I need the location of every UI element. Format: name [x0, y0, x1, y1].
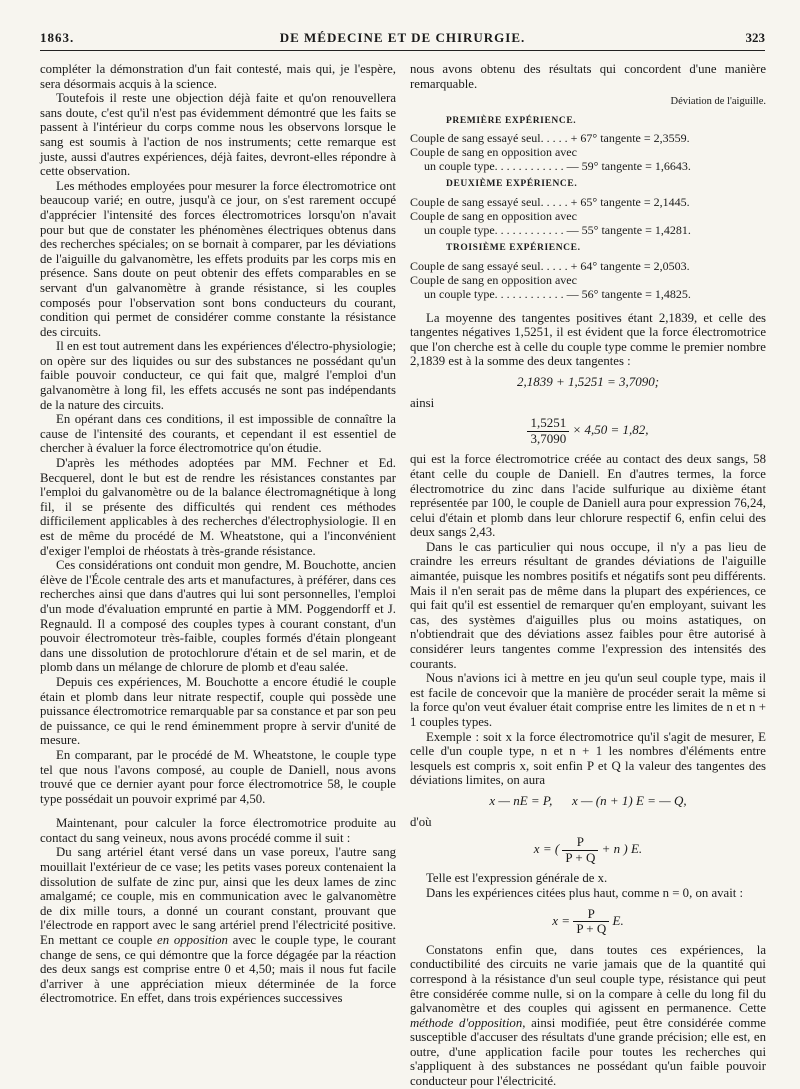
experiment-line: un couple type. . . . . . . . . . . . — 55° tangente = 1,4281. [424, 222, 691, 237]
spacer [410, 301, 766, 311]
paragraph: Dans le cas particulier qui nous occupe, il n'y a pas lieu de craindre les erreurs résultant de grandes déviations de l'aiguille aimantée, puisque les nombres positifs et négatifs sont peu différents. Mais il n'en serait pas de même dans la plupart des expériences, ce qui fait qu'il est essentiel de remarquer qu'en employant, suivant les cas, des systèmes d'aiguilles plus ou moins astatiques, on n'obtiendrait que des déviations assez faibles pour être autorisé à considérer leurs tangentes comme l'expression des intensités des courants. [410, 539, 766, 671]
paragraph: nous avons obtenu des résultats qui concordent d'une manière remarquable. [410, 62, 766, 91]
fraction [527, 416, 569, 446]
deviation-heading: Déviation de l'aiguille. [670, 96, 766, 108]
paragraph: En opérant dans ces conditions, il est impossible de connaître la cause de l'intensité des courants, et cependant il est essentiel de chercher à évaluer la force électromotrice qu'on étudie. [40, 412, 396, 456]
equation-part: x — (n + 1) E = — Q, [571, 792, 687, 808]
experiment-line: Couple de sang en opposition avec [410, 272, 577, 287]
equation-part: + n ) E. [601, 841, 643, 857]
experiment-line: Couple de sang essayé seul. . . . . + 64° tangente = 2,0503. [410, 258, 690, 273]
right-column [410, 62, 766, 1089]
paragraph: Maintenant, pour calculer la force électromotrice produite au contact du sang veineux, nous avons procédé comme il suit : [40, 816, 396, 845]
fraction [562, 835, 598, 865]
experiment-block [410, 114, 766, 174]
fraction [573, 907, 609, 937]
paragraph: Depuis ces expériences, M. Bouchotte a encore étudié le couple étain et plomb dans leur nitrate respectif, couple qui possède une puissance électromotrice remarquable par sa constance et par son peu de puissance, ce qui le rend éminemment propre à servir d'unité de mesure. [40, 674, 396, 748]
paragraph: ainsi [410, 395, 435, 410]
fraction-numerator: P [573, 907, 609, 923]
equation-part: E. [612, 912, 624, 928]
equation-part: x = ( [533, 841, 560, 857]
text-run: Constatons enfin que, dans toutes ces expériences, la conductibilité des circuits ne varie jamais que de la quantité qui correspond à la résistance d'un seul couple type, résistance qui peut être considérée comme nulle, si on la compare à celle du long fil du galvanomètre et des couples qui agissent en permanence. Cette [410, 942, 766, 1016]
text-run: , ainsi modifiée, peut être considérée comme susceptible d'accuser des résultats d'une grande précision; elle est, en outre, d'une application facile pour toutes les recherches qui s'appliquent à des substances ne possédant qu'un faible pouvoir conducteur pour l'électricité. [410, 1015, 766, 1089]
paragraph: Exemple : soit x la force électromotrice qu'il s'agit de mesurer, E celle d'un couple type, n et n + 1 les nombres d'éléments entre lesquels est compris x, soit enfin P et Q la valeur des tangentes des déviations limites, on aura [410, 729, 766, 788]
paragraph: Nous n'avions ici à mettre en jeu qu'un seul couple type, mais il est facile de concevoir que la manière de procéder serait la même si la force qu'on veut évaluer était comprise entre les limites de n et n + 1 couples types. [410, 671, 766, 729]
experiment-line: Couple de sang en opposition avec [410, 145, 577, 160]
paragraph: d'où [410, 814, 432, 829]
fraction-denominator: P + Q [565, 849, 596, 865]
fraction-numerator: 1,5251 [527, 416, 569, 432]
paragraph: Il en est tout autrement dans les expériences d'électro-physiologie; on opère sur des liquides ou sur des substances ne possédant qu'un faible pouvoir conducteur, ce qui fait que, malgré l'emploi d'un galvanomètre à long fil, les effets accusés ne sont pas indépendants de la nature des circuits. [40, 339, 396, 412]
paragraph: Les méthodes employées pour mesurer la force électromotrice ont beaucoup varié; en outre, jusqu'à ce jour, on s'est rarement occupé d'apprécier l'intensité des forces électromotrices lorsqu'on n'avait pour but que de constater les phénomènes électriques obtenus dans des recherches spéciales; on se bornait à comparer, par les déviations de l'aiguille du galvanomètre, les effets produits par les corps mis en présence. Sans doute on peut obtenir des effets comparables en se servant d'un galvanomètre à grande résistance, si les couples composés pour l'observation sont bons conducteurs du courant, condition qui permet de considérer comme constante la résistance des circuits. [40, 178, 396, 339]
paragraph: qui est la force électromotrice créée au contact des deux sangs, 58 étant celle du couple de Daniell. En d'autres termes, la force électromotrice du zinc dans l'acide sulfurique au dixième étant représentée par 100, le couple de Daniell aura pour expression 76,24, celui d'étain et plomb dans leur chlorure respectif 6, enfin celui des deux sangs 2,43. [410, 452, 766, 540]
equation [410, 835, 766, 865]
equation [410, 907, 766, 937]
paragraph: En comparant, par le procédé de M. Wheatstone, le couple type tel que nous l'avons composé, au couple de Daniell, nous avons trouvé que ce dernier ayant pour force électromotrice 58, le couple type possédait un pouvoir exprimé par 4,50. [40, 747, 396, 806]
equation-part: × 4,50 = 1,82, [572, 422, 649, 438]
header-page-number: 323 [745, 30, 765, 45]
experiment-title: DEUXIÈME EXPÉRIENCE. [446, 179, 578, 190]
experiment-title: TROISIÈME EXPÉRIENCE. [446, 242, 581, 253]
paragraph: compléter la démonstration d'un fait contesté, mais qui, je l'espère, sera désormais acquis à la science. [40, 62, 396, 91]
paragraph [40, 845, 396, 1006]
experiment-line: un couple type. . . . . . . . . . . . — 56° tangente = 1,4825. [424, 286, 691, 301]
fraction-denominator: P + Q [576, 921, 607, 937]
fraction-denominator: 3,7090 [530, 430, 567, 446]
emphasis-text: méthode d'opposition [410, 1015, 523, 1030]
equation [410, 416, 766, 446]
experiment-block [410, 241, 766, 301]
spacer [40, 806, 396, 816]
fraction-numerator: P [562, 835, 598, 851]
experiment-line: Couple de sang essayé seul. . . . . + 67° tangente = 2,3559. [410, 131, 690, 146]
emphasis-text: en opposition [157, 933, 228, 948]
equation-part: x — nE = P, [489, 792, 553, 808]
paragraph: D'après les méthodes adoptées par MM. Fechner et Ed. Becquerel, dont le but est de rendre les résistances constantes par l'emploi du galvanomètre ou de la balance électromagnétique à long fil, il se présente des difficultés qui rendent ces méthodes difficilement applicables à des recherches d'électrophysiologie. Il en est de même du procédé de M. Wheatstone, qui a l'inconvénient d'exiger l'emploi de rhéostats à très-grande résistance. [40, 456, 396, 558]
paragraph: Toutefois il reste une objection déjà faite et qu'on renouvellera sans doute, c'est qu'il n'est pas évidemment démontré que les faits se passent à l'intérieur du corps comme nous les observons lorsque le sang est soumis à l'action de nos instruments; cette remarque est juste, aussi d'autres expériences, déjà faites, devront-elles répondre à cette observation. [40, 91, 396, 179]
header-year: 1863. [40, 30, 75, 45]
text-run: Du sang artériel étant versé dans un vase poreux, l'autre sang mouillait l'extérieur de ce vase; les petits vases poreux contenaient la dissolution de sulfate de zinc pur, ainsi que les deux lames de zinc amalgamé; ce couple, mis en communication avec le galvanomètre de dix mille tours, a donné un courant constant, prouvant que l'électrode en rapport avec le sang artériel prend l'électricité positive. En mettant ce couple [40, 845, 396, 948]
experiment-line: Couple de sang essayé seul. . . . . + 65° tangente = 2,1445. [410, 194, 690, 209]
equation-part: x = [552, 912, 571, 928]
experiment-block [410, 177, 766, 237]
experiment-line: un couple type. . . . . . . . . . . . — 59° tangente = 1,6643. [424, 159, 691, 174]
header-rule [40, 50, 765, 51]
paragraph: Ces considérations ont conduit mon gendre, M. Bouchotte, ancien élève de l'École centrale des arts et manufactures, à préférer, dans ces recherches ainsi que dans d'autres qui lui sont personnelles, l'emploi d'un mode d'évaluation emprunté en partie à MM. Poggendorff et J. Regnauld. Il a composé des couples types à courant constant, d'un pouvoir électromoteur très-faible, couples formés d'étain plongeant dans une dissolution de protochlorure d'étain et de sel marin, et de plomb dans un mélange de chlorure de plomb et d'eau salée. [40, 558, 396, 675]
text-run: avec le couple type, le courant change de sens, ce qui démontre que la force dégagée par la réaction des deux sangs est comprise entre 0 et 4,50; mais il nous fut facile d'arriver à une appréciation mieux déterminée de la force électromotrice. En effet, dans trois expériences successives [40, 933, 396, 1006]
running-header [40, 30, 765, 52]
experiment-title: PREMIÈRE EXPÉRIENCE. [446, 115, 577, 126]
paragraph: La moyenne des tangentes positives étant 2,1839, et celle des tangentes négatives 1,5251, il est évident que la force électromotrice que l'on cherche est à celle du couple type comme le premier nombre 2,1839 est à la somme des deux tangentes : [410, 310, 766, 369]
equation: 2,1839 + 1,5251 = 3,7090; [516, 373, 660, 389]
paragraph: Telle est l'expression générale de x. [426, 871, 608, 886]
equation [410, 794, 766, 809]
experiment-line: Couple de sang en opposition avec [410, 208, 577, 223]
paragraph: Dans les expériences citées plus haut, comme n = 0, on avait : [426, 885, 744, 900]
header-journal-title: DE MÉDECINE ET DE CHIRURGIE. [279, 30, 526, 45]
paragraph [410, 943, 766, 1089]
left-column [40, 62, 396, 1006]
